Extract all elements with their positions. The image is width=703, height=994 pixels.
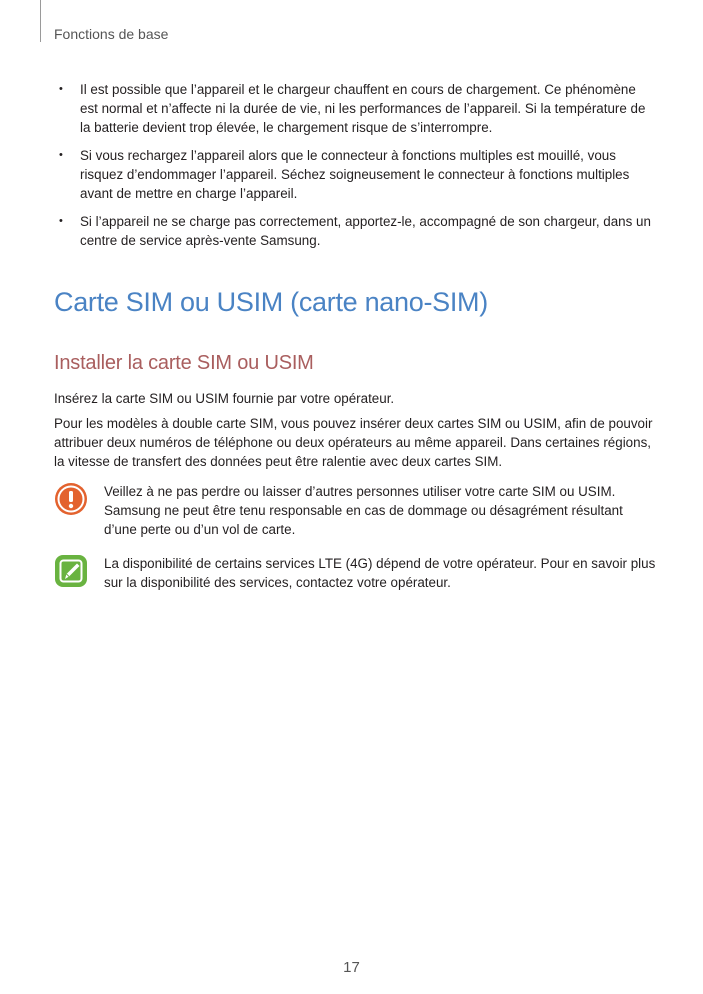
bullet-item bbox=[54, 212, 654, 250]
bullet-list bbox=[54, 80, 654, 259]
chapter-title: Fonctions de base bbox=[54, 26, 169, 42]
note-text: La disponibilité de certains services LTE (4G) dépend de votre opérateur. Pour en savoir plus sur la disponibilité des services, contactez votre opérateur. bbox=[104, 556, 656, 590]
header-divider bbox=[40, 0, 41, 42]
bullet-dot-icon: • bbox=[59, 149, 63, 161]
bullet-text: Il est possible que l’appareil et le chargeur chauffent en cours de chargement. Ce phénomène est normal et n’affecte ni la durée de vie, ni les performances de l’appareil. Si la température de la batterie devient trop élevée, le chargement risque de s’interrompre. bbox=[80, 82, 646, 135]
intro-paragraph: Insérez la carte SIM ou USIM fournie par votre opérateur. bbox=[54, 391, 395, 406]
caution-text: Veillez à ne pas perdre ou laisser d’autres personnes utiliser votre carte SIM ou USIM. Samsung ne peut être tenu responsable en cas de dommage ou désagrément résultant d’une perte ou d’un vol de carte. bbox=[104, 484, 623, 537]
page-number: 17 bbox=[343, 959, 360, 976]
bullet-dot-icon: • bbox=[59, 215, 63, 227]
bullet-item bbox=[54, 80, 654, 137]
dual-sim-paragraph: Pour les modèles à double carte SIM, vous pouvez insérer deux cartes SIM ou USIM, afin de pouvoir attribuer deux numéros de téléphone ou deux opérateurs au même appareil. Dans certaines régions, la vitesse de transfert des données peut être ralentie avec deux cartes SIM. bbox=[54, 416, 653, 469]
bullet-text: Si vous rechargez l’appareil alors que le connecteur à fonctions multiples est mouillé, vous risquez d’endommager l’appareil. Séchez soigneusement le connecteur à fonctions multiples avant de mettre en charge l’appareil. bbox=[80, 148, 630, 201]
bullet-item bbox=[54, 146, 654, 203]
bullet-text: Si l’appareil ne se charge pas correctement, apportez-le, accompagné de son chargeur, dans un centre de service après-vente Samsung. bbox=[80, 214, 651, 248]
subsection-title: Installer la carte SIM ou USIM bbox=[54, 352, 314, 374]
bullet-dot-icon: • bbox=[59, 83, 63, 95]
note-icon bbox=[54, 554, 88, 588]
section-title: Carte SIM ou USIM (carte nano-SIM) bbox=[54, 287, 488, 317]
caution-icon bbox=[54, 482, 88, 516]
